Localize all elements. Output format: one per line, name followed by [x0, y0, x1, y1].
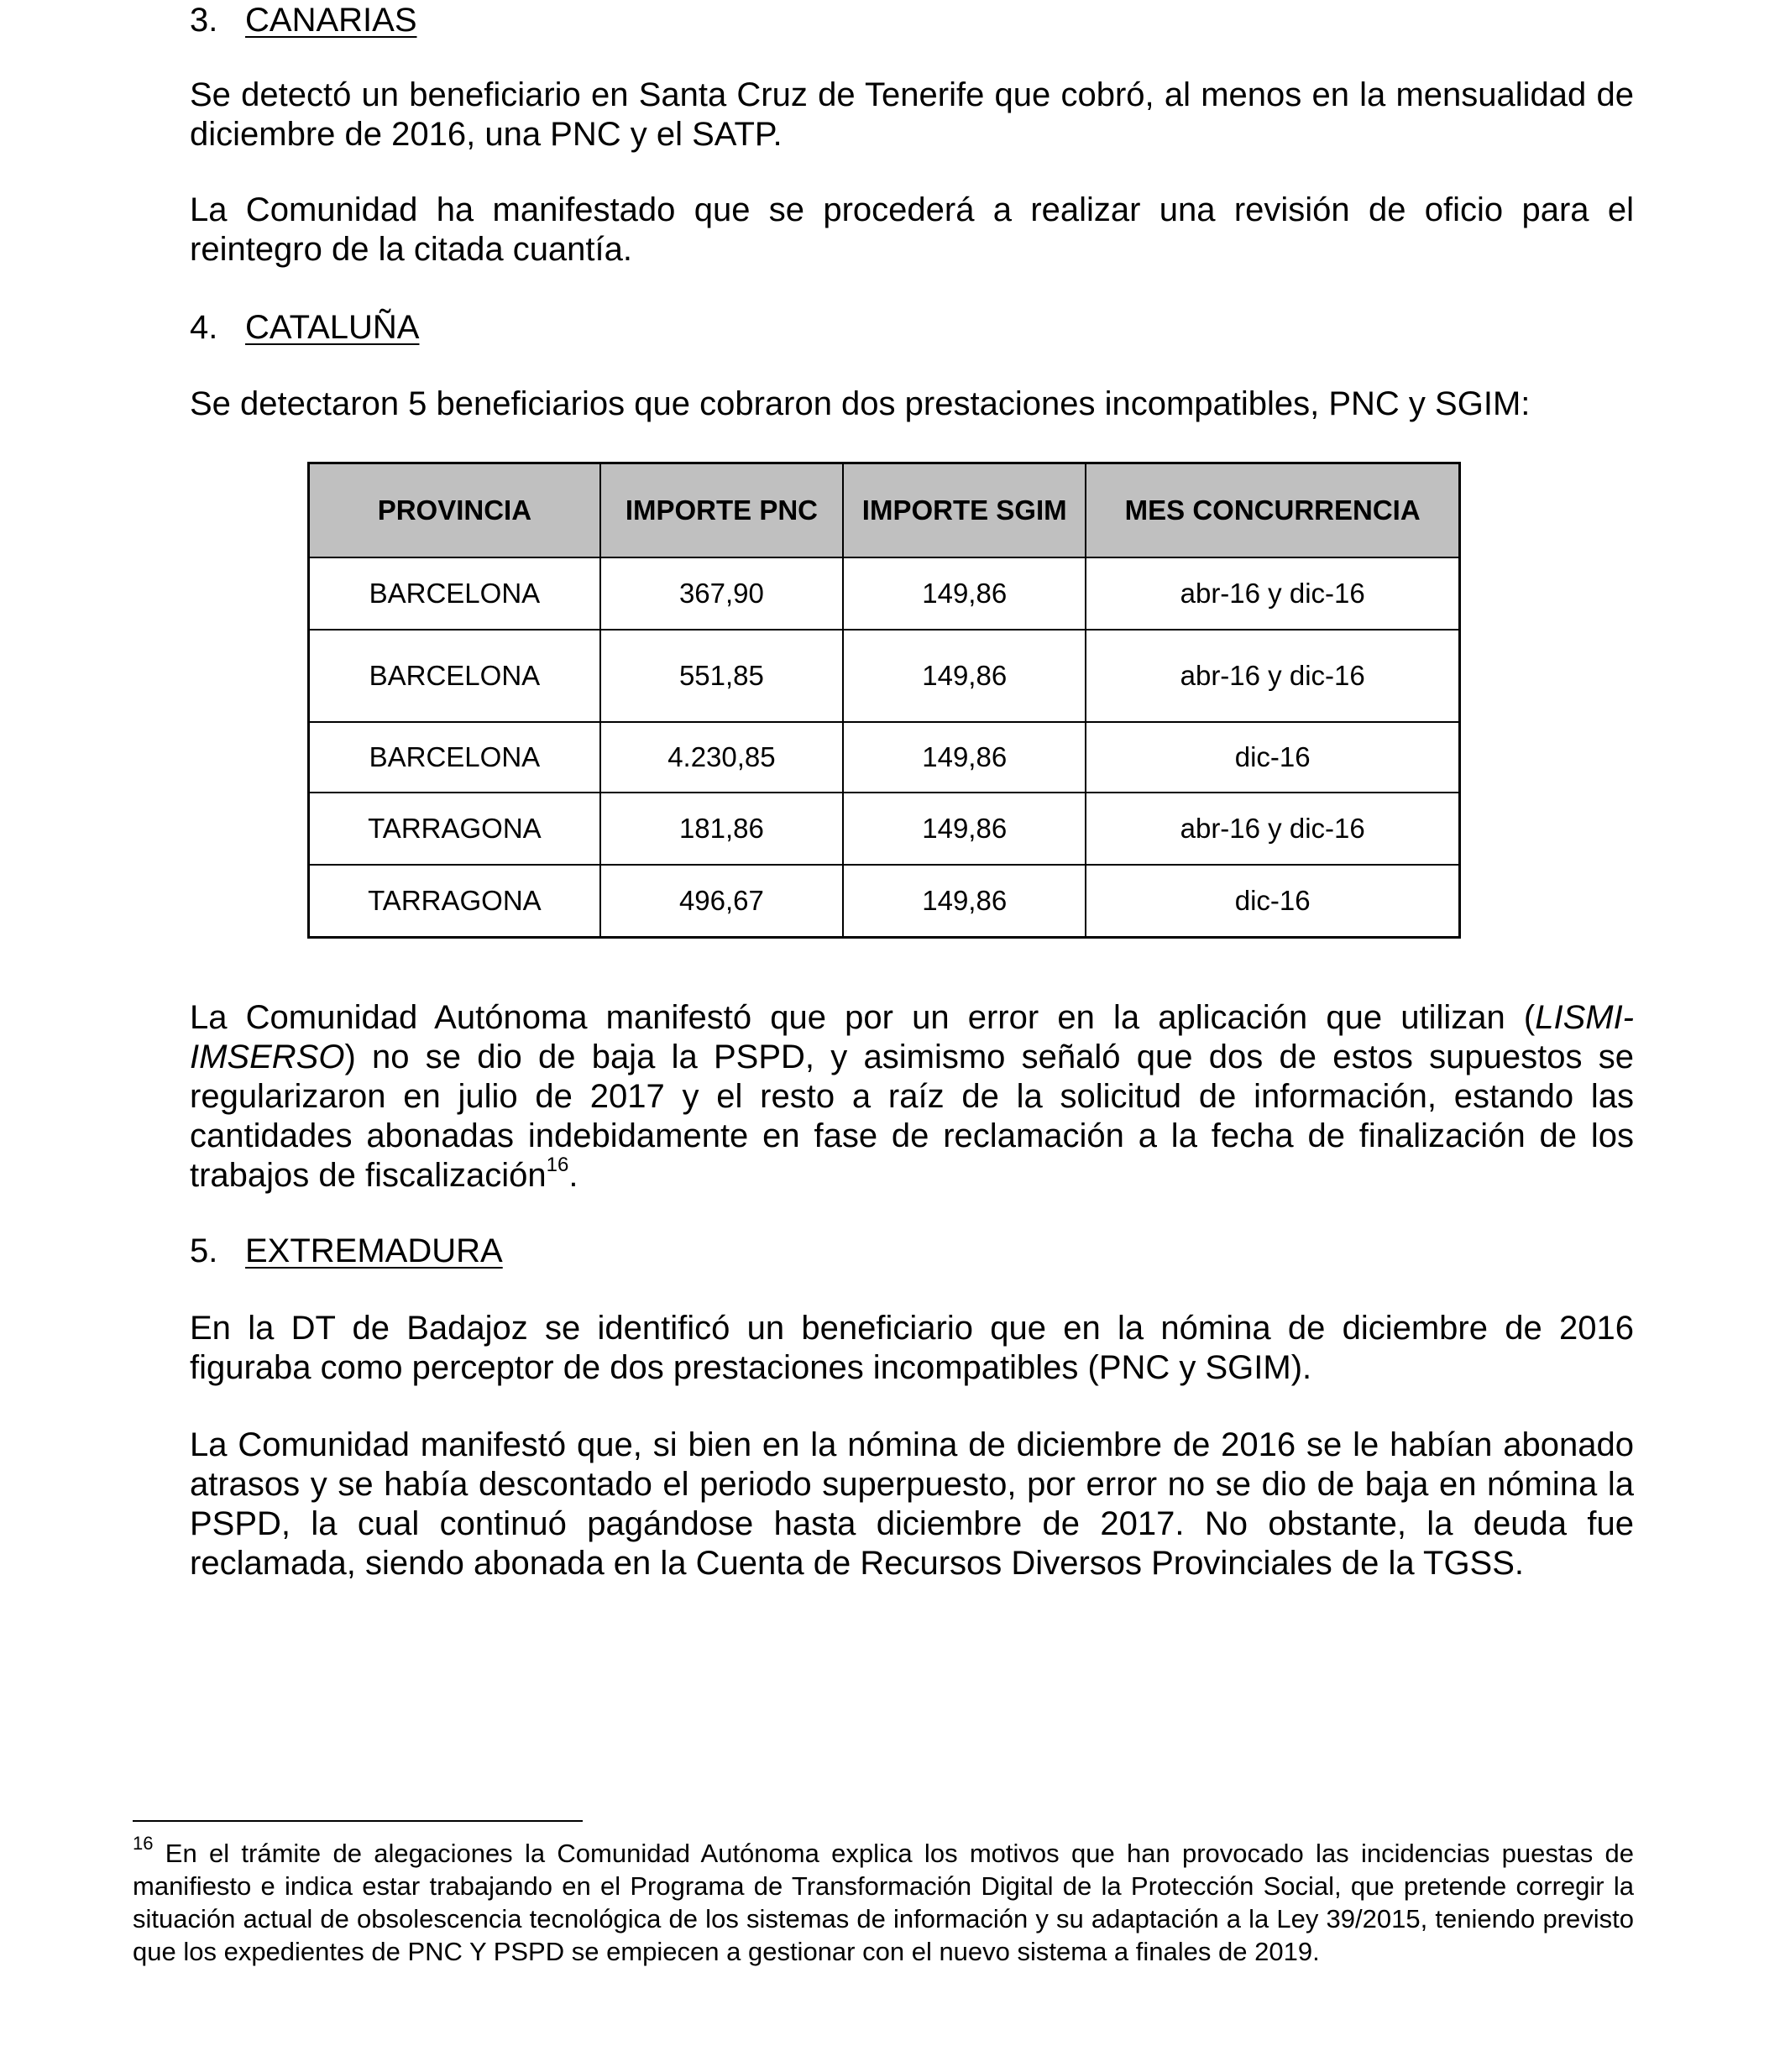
table-cell: abr-16 y dic-16 — [1086, 793, 1459, 865]
column-header: PROVINCIA — [309, 463, 600, 558]
section-heading-extremadura — [190, 1231, 503, 1271]
table-cell: 149,86 — [843, 865, 1086, 937]
section-heading-cataluna — [190, 307, 419, 348]
paragraph — [190, 998, 1634, 1196]
table-row — [309, 557, 1460, 630]
table-cell: BARCELONA — [309, 722, 600, 793]
table-header-row — [309, 463, 1460, 558]
section-number: 5. — [190, 1232, 218, 1269]
text-run: ) no se dio de baja la PSPD, y asimismo señaló que dos de estos supuestos se regularizaron en julio de 2017 y el resto a raíz de la solicitud de información, estando las cantidades abonadas indebidamente en fase de reclamación a la fecha de finalización de los trabajos de fiscalización — [190, 1039, 1634, 1194]
table-row — [309, 630, 1460, 722]
table-cell: 367,90 — [600, 557, 843, 630]
table-cell: BARCELONA — [309, 630, 600, 722]
beneficiaries-table — [307, 462, 1461, 939]
italic-app-name: LISMI-IMSERSO — [190, 999, 1634, 1075]
table-cell: 149,86 — [843, 557, 1086, 630]
table-cell: 496,67 — [600, 865, 843, 937]
footnote-separator — [133, 1820, 583, 1822]
section-title: EXTREMADURA — [245, 1232, 503, 1269]
column-header: MES CONCURRENCIA — [1086, 463, 1459, 558]
table-cell: abr-16 y dic-16 — [1086, 557, 1459, 630]
footnote — [133, 1832, 1634, 1968]
table-cell: BARCELONA — [309, 557, 600, 630]
text-run: . — [568, 1157, 578, 1194]
table-cell: 551,85 — [600, 630, 843, 722]
table-row — [309, 865, 1460, 937]
footnote-number: 16 — [133, 1832, 154, 1854]
text-run: La Comunidad Autónoma manifestó que por un error en la aplicación que utilizan ( — [190, 999, 1536, 1036]
table-cell: 4.230,85 — [600, 722, 843, 793]
footnote-reference[interactable]: 16 — [546, 1153, 569, 1176]
table-cell: 149,86 — [843, 793, 1086, 865]
footnote-text: En el trámite de alegaciones la Comunidad Autónoma explica los motivos que han provocado las incidencias puestas de manifiesto e indica estar trabajando en el Programa de Transformación Digital de la Protección Social, que pretende corregir la situación actual de obsolescencia tecnológica de los sistemas de información y su adaptación a la Ley 39/2015, teniendo previsto que los expedientes de PNC Y PSPD se empiecen a gestionar con el nuevo sistema a finales de 2019. — [133, 1839, 1634, 1966]
table-cell: TARRAGONA — [309, 865, 600, 937]
table-row — [309, 722, 1460, 793]
column-header: IMPORTE PNC — [600, 463, 843, 558]
paragraph: En la DT de Badajoz se identificó un beneficiario que en la nómina de diciembre de 2016 figuraba como perceptor de dos prestaciones incompatibles (PNC y SGIM). — [190, 1310, 1634, 1386]
table-cell: 149,86 — [843, 630, 1086, 722]
table-cell: 181,86 — [600, 793, 843, 865]
table-cell: 149,86 — [843, 722, 1086, 793]
table-cell: TARRAGONA — [309, 793, 600, 865]
table-cell: dic-16 — [1086, 865, 1459, 937]
paragraph: Se detectó un beneficiario en Santa Cruz de Tenerife que cobró, al menos en la mensualidad de diciembre de 2016, una PNC y el SATP. — [190, 76, 1634, 153]
paragraph: La Comunidad manifestó que, si bien en la nómina de diciembre de 2016 se le habían abonado atrasos y se había descontado el periodo superpuesto, por error no se dio de baja en nómina la PSPD, la cual continuó pagándose hasta diciembre de 2017. No obstante, la deuda fue reclamada, siendo abonada en la Cuenta de Recursos Diversos Provinciales de la TGSS. — [190, 1426, 1634, 1582]
table-cell: dic-16 — [1086, 722, 1459, 793]
section-title: CANARIAS — [245, 2, 417, 39]
table-row — [309, 793, 1460, 865]
paragraph: Se detectaron 5 beneficiarios que cobraron dos prestaciones incompatibles, PNC y SGIM: — [190, 385, 1531, 422]
table-cell: abr-16 y dic-16 — [1086, 630, 1459, 722]
section-number: 4. — [190, 309, 218, 346]
paragraph: La Comunidad ha manifestado que se procederá a realizar una revisión de oficio para el reintegro de la citada cuantía. — [190, 191, 1634, 268]
section-title: CATALUÑA — [245, 309, 420, 346]
column-header: IMPORTE SGIM — [843, 463, 1086, 558]
section-number: 3. — [190, 2, 218, 39]
section-heading-canarias — [190, 0, 417, 40]
